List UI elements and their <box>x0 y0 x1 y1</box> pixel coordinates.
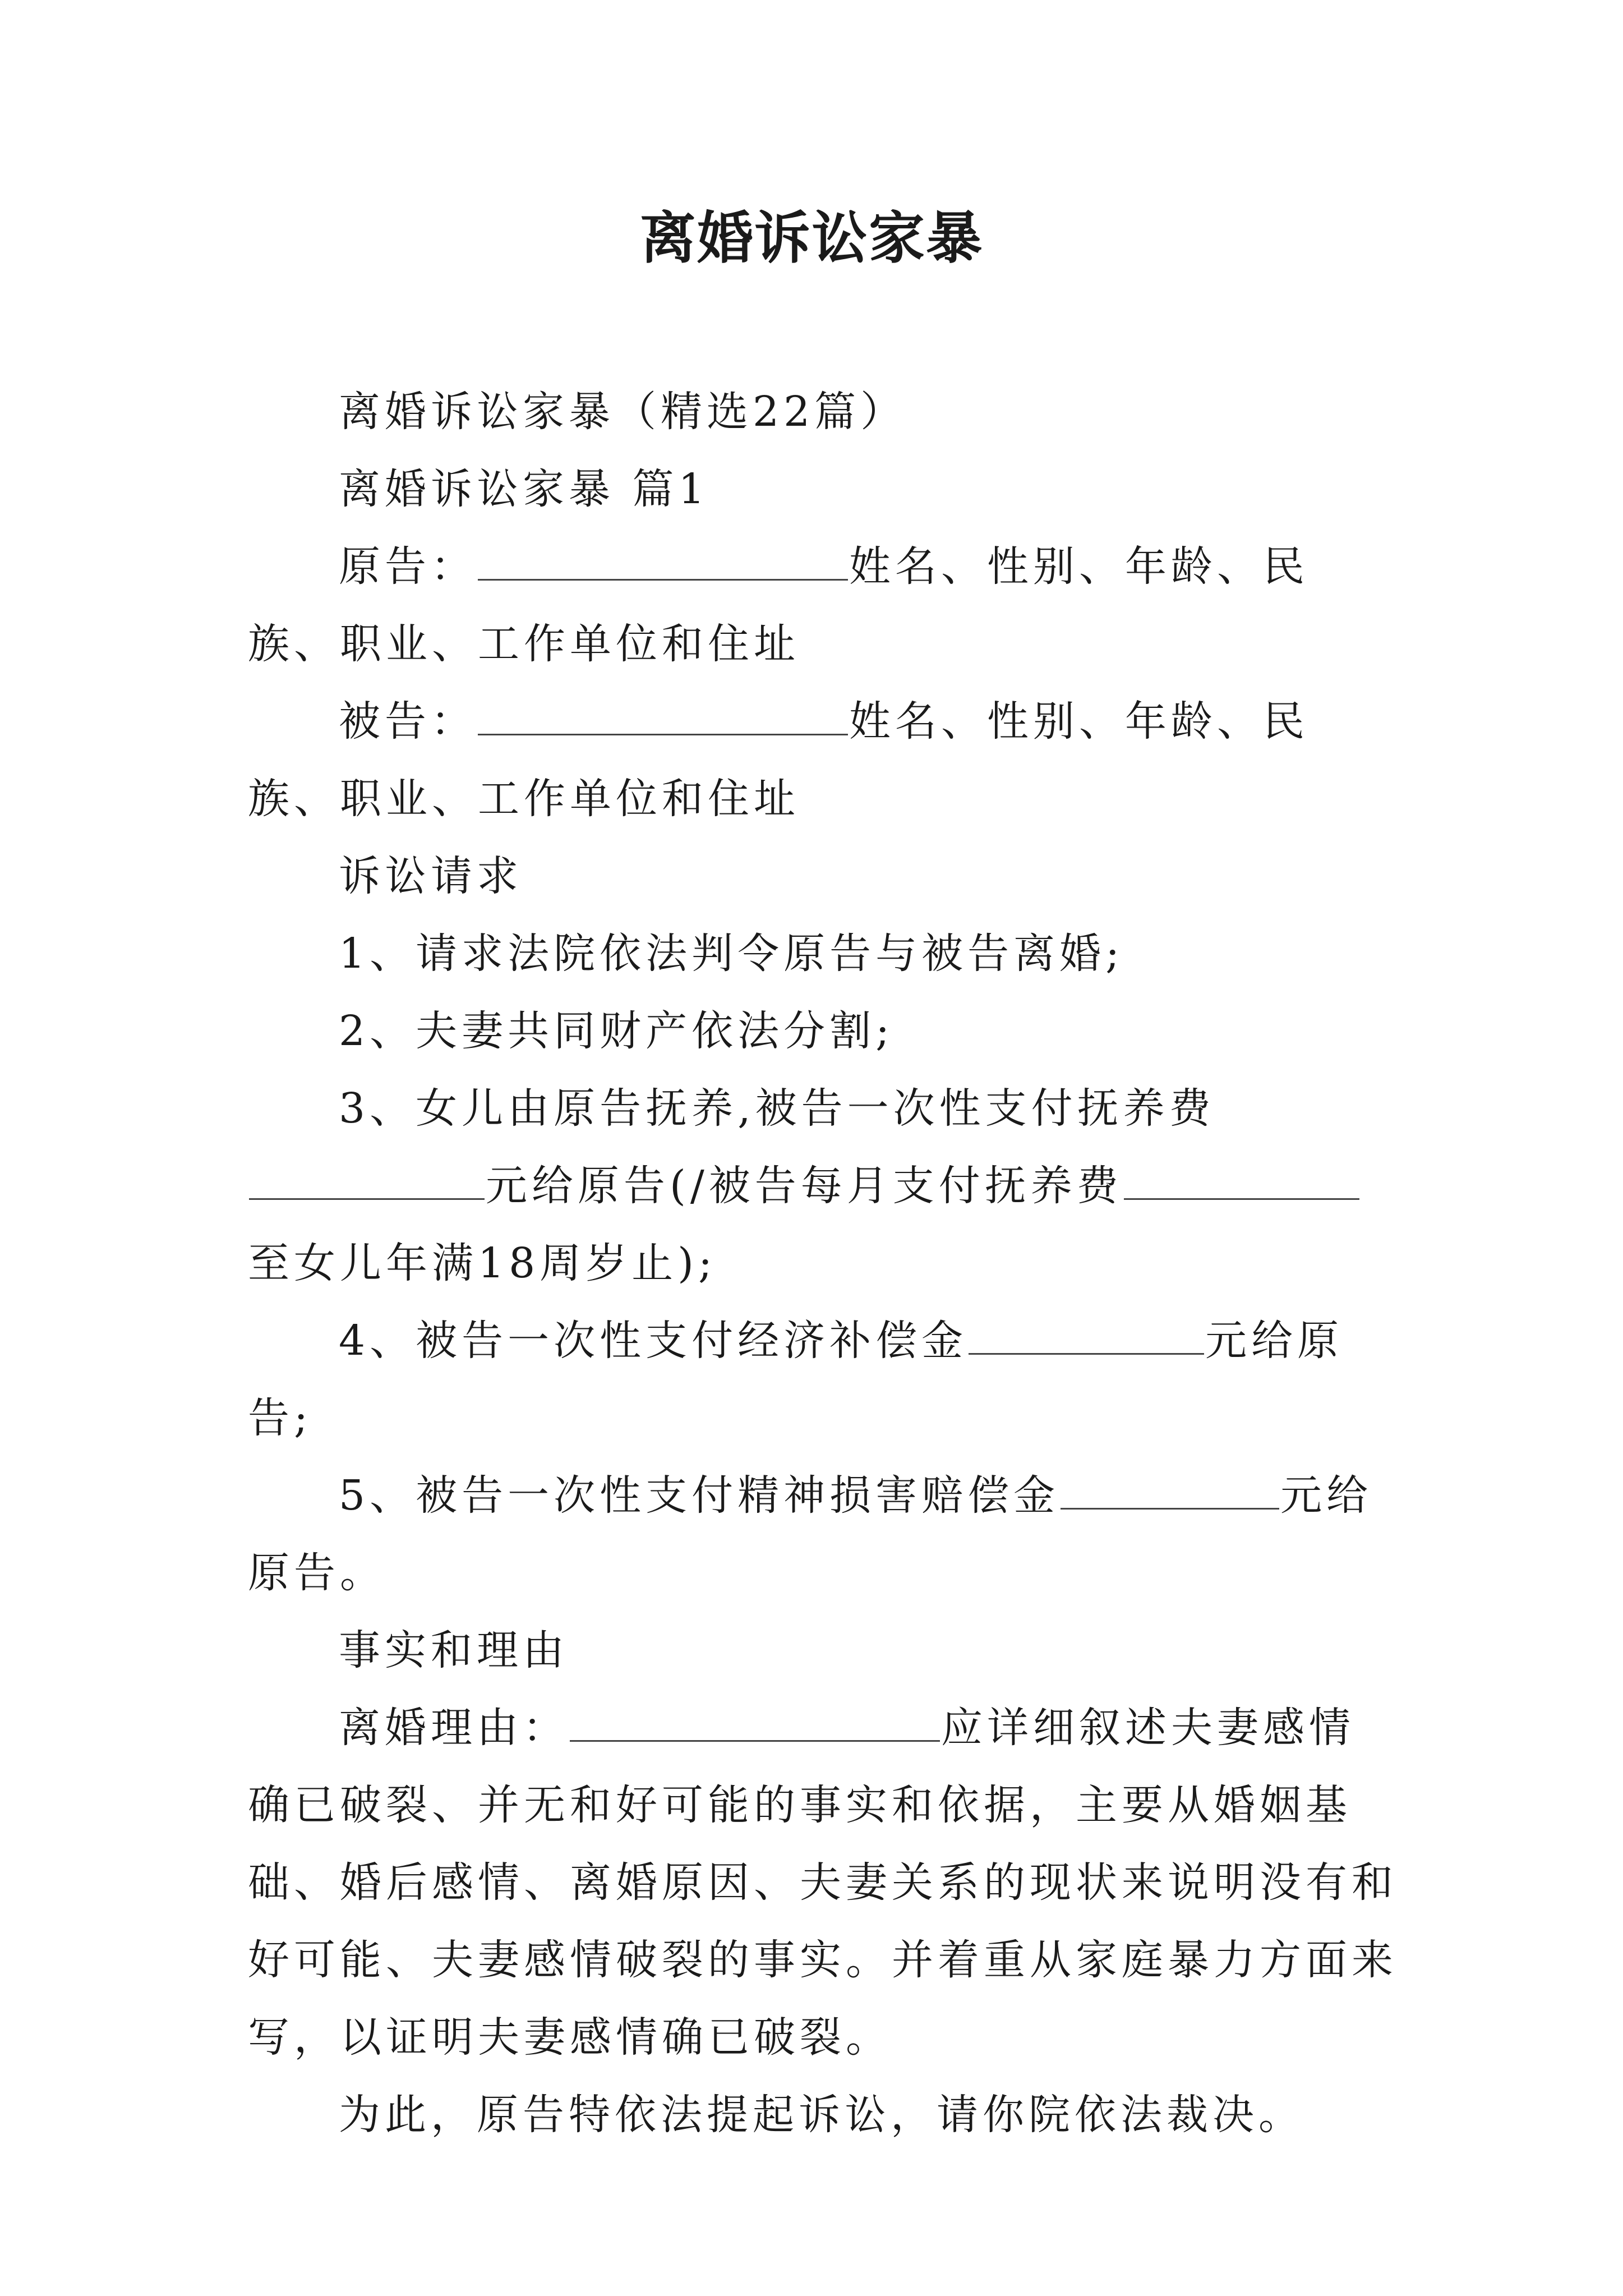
claim-5 <box>248 1457 1399 1612</box>
claim-3-text-a: 3、女儿由原告抚养,被告一次性支付抚养费 <box>339 1084 1215 1133</box>
claim-1: 1、请求法院依法判令原告与被告离婚; <box>339 930 1124 978</box>
plaintiff-paragraph <box>248 528 1399 683</box>
closing-paragraph: 为此，原告特依法提起诉讼，请你院依法裁决。 <box>339 2091 1304 2139</box>
divorce-reason-paragraph <box>248 1689 1399 2076</box>
claim-4-blank <box>969 1317 1204 1355</box>
defendant-paragraph <box>248 683 1399 838</box>
plaintiff-info: 姓名、性别、年龄、民族、职业、工作单位和住址 <box>248 542 1309 668</box>
plaintiff-label: 原告： <box>339 542 477 591</box>
claims-heading: 诉讼请求 <box>339 852 523 900</box>
claim-3-blank-b <box>1124 1162 1359 1200</box>
claim-4-text-b: 元给原告; <box>248 1317 1344 1442</box>
defendant-label: 被告： <box>339 697 477 746</box>
claim-4 <box>248 1302 1399 1457</box>
document-body <box>248 373 1399 2154</box>
divorce-reason-text: 应详细叙述夫妻感情确已破裂、并无和好可能的事实和依据，主要从婚姻基础、婚后感情、离婚原因、夫妻关系的现状来说明没有和好可能、夫妻感情破裂的事实。并着重从家庭暴力方面来写，以证明夫妻感情确已破裂。 <box>248 1704 1398 2062</box>
plaintiff-blank <box>478 543 848 581</box>
claim-3-text-c: 至女儿年满18周岁止); <box>248 1239 717 1287</box>
facts-heading: 事实和理由 <box>339 1626 569 1674</box>
claim-3 <box>248 1070 1399 1302</box>
claim-3-text-b: 元给原告(/被告每月支付抚养费 <box>486 1162 1123 1210</box>
defendant-info: 姓名、性别、年龄、民族、职业、工作单位和住址 <box>248 697 1309 823</box>
document-title: 离婚诉讼家暴 <box>640 205 983 271</box>
claim-4-text-a: 4、被告一次性支付经济补偿金 <box>339 1317 968 1365</box>
subtitle-paragraph: 离婚诉讼家暴（精选22篇） <box>339 388 907 436</box>
claim-5-text-b: 元给原告。 <box>248 1471 1373 1597</box>
claim-5-blank <box>1061 1472 1279 1510</box>
divorce-reason-blank <box>570 1704 940 1742</box>
divorce-reason-label: 离婚理由： <box>339 1704 569 1752</box>
claim-2: 2、夫妻共同财产依法分割; <box>339 1007 895 1055</box>
section-heading: 离婚诉讼家暴 篇1 <box>339 465 709 513</box>
defendant-blank <box>478 698 848 735</box>
claim-5-text-a: 5、被告一次性支付精神损害赔偿金 <box>339 1471 1060 1520</box>
claim-3-blank-a <box>249 1162 485 1200</box>
